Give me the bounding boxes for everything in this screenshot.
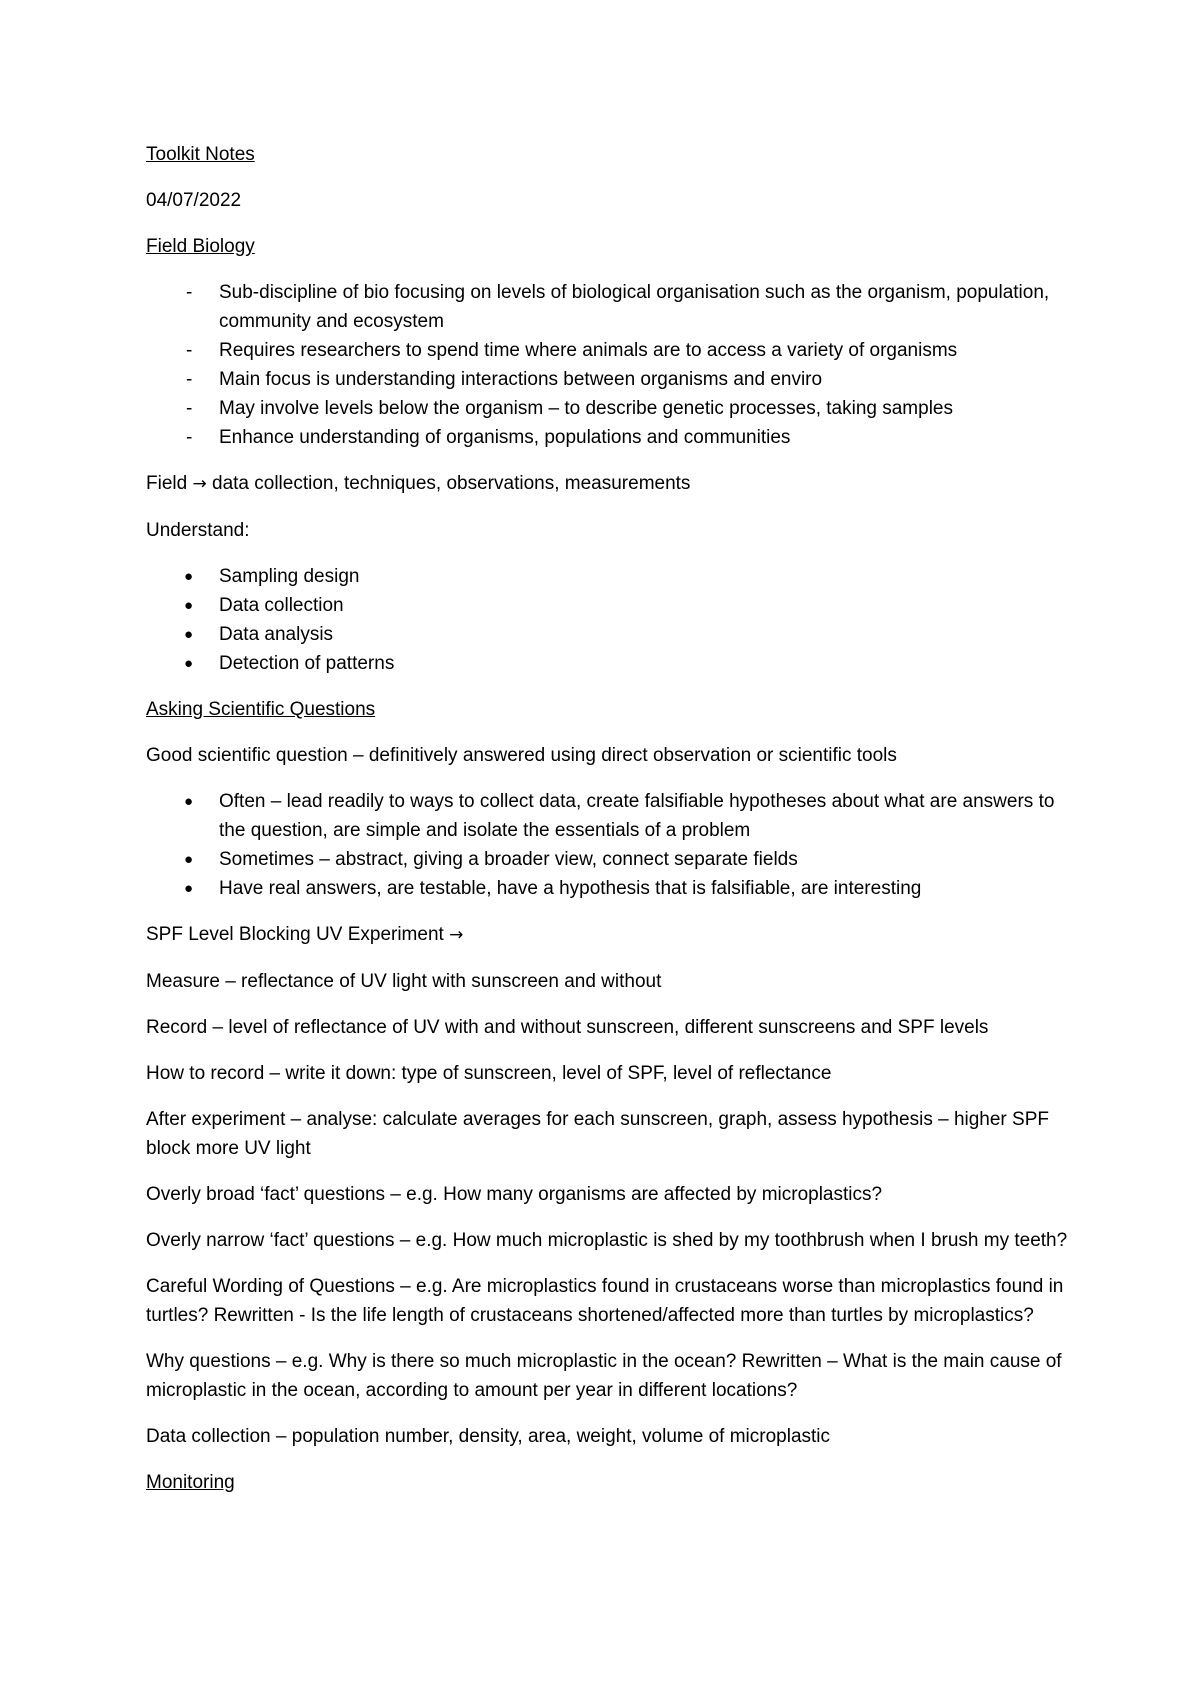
- paragraph: Why questions – e.g. Why is there so much microplastic in the ocean? Rewritten – What is the main cause of microplastic in the ocean, according to amount per year in different locations?: [146, 1351, 1062, 1401]
- document-page: [146, 140, 1076, 1514]
- understand-label: Understand:: [146, 520, 250, 541]
- paragraph: Careful Wording of Questions – e.g. Are microplastics found in crustaceans worse than microplastics found in turtles? Rewritten - Is the life length of crustaceans shortened/affected more than turtles by microplastics?: [146, 1276, 1064, 1326]
- field-line: Field → data collection, techniques, observations, measurements: [146, 473, 691, 494]
- dash-marker: -: [186, 282, 193, 303]
- paragraph: How to record – write it down: type of sunscreen, level of SPF, level of reflectance: [146, 1063, 832, 1084]
- list-item: ● Sometimes – abstract, giving a broader view, connect separate fields: [146, 845, 1076, 874]
- bullet-marker: ●: [184, 851, 194, 868]
- paragraph: Record – level of reflectance of UV with and without sunscreen, different sunscreens and SPF levels: [146, 1017, 989, 1038]
- question-traits-list: [146, 787, 1076, 903]
- bullet-marker: ●: [184, 568, 194, 585]
- dash-marker: -: [186, 398, 193, 419]
- list-item: ● Data collection: [146, 591, 1076, 620]
- bullet-marker: ●: [184, 597, 194, 614]
- list-item: ● Often – lead readily to ways to collect data, create falsifiable hypotheses about what are answers to the question, are simple and isolate the essentials of a problem: [146, 787, 1076, 845]
- list-item: - Main focus is understanding interactions between organisms and enviro: [146, 365, 1076, 394]
- spf-experiment-line: SPF Level Blocking UV Experiment →: [146, 924, 464, 945]
- dash-marker: -: [186, 369, 193, 390]
- paragraph: After experiment – analyse: calculate averages for each sunscreen, graph, assess hypothesis – higher SPF block more UV light: [146, 1109, 1049, 1159]
- heading-field-biology: Field Biology: [146, 236, 255, 257]
- field-biology-list: [146, 278, 1076, 452]
- dash-marker: -: [186, 340, 193, 361]
- list-item: - Sub-discipline of bio focusing on levels of biological organisation such as the organism, population, community and ecosystem: [146, 278, 1076, 336]
- arrow-icon: →: [192, 474, 207, 494]
- document-date: 04/07/2022: [146, 190, 242, 211]
- bullet-marker: ●: [184, 880, 194, 897]
- bullet-marker: ●: [184, 793, 194, 810]
- heading-asking-scientific-questions: Asking Scientific Questions: [146, 699, 376, 720]
- arrow-icon: →: [449, 925, 464, 945]
- list-item: - May involve levels below the organism – to describe genetic processes, taking samples: [146, 394, 1076, 423]
- paragraph: Overly broad ‘fact’ questions – e.g. How many organisms are affected by microplastics?: [146, 1184, 883, 1205]
- bullet-marker: ●: [184, 655, 194, 672]
- document-title: Toolkit Notes: [146, 144, 255, 165]
- paragraph: Overly narrow ‘fact’ questions – e.g. How much microplastic is shed by my toothbrush when I brush my teeth?: [146, 1230, 1068, 1251]
- understand-list: [146, 562, 1076, 678]
- list-item: ● Have real answers, are testable, have a hypothesis that is falsifiable, are interesting: [146, 874, 1076, 903]
- bullet-marker: ●: [184, 626, 194, 643]
- list-item: ● Sampling design: [146, 562, 1076, 591]
- heading-monitoring: Monitoring: [146, 1472, 235, 1493]
- list-item: ● Data analysis: [146, 620, 1076, 649]
- paragraph: Measure – reflectance of UV light with sunscreen and without: [146, 971, 662, 992]
- dash-marker: -: [186, 427, 193, 448]
- list-item: - Enhance understanding of organisms, populations and communities: [146, 423, 1076, 452]
- list-item: - Requires researchers to spend time where animals are to access a variety of organisms: [146, 336, 1076, 365]
- paragraph: Data collection – population number, density, area, weight, volume of microplastic: [146, 1426, 831, 1447]
- good-question-paragraph: Good scientific question – definitively answered using direct observation or scientific tools: [146, 745, 897, 766]
- list-item: ● Detection of patterns: [146, 649, 1076, 678]
